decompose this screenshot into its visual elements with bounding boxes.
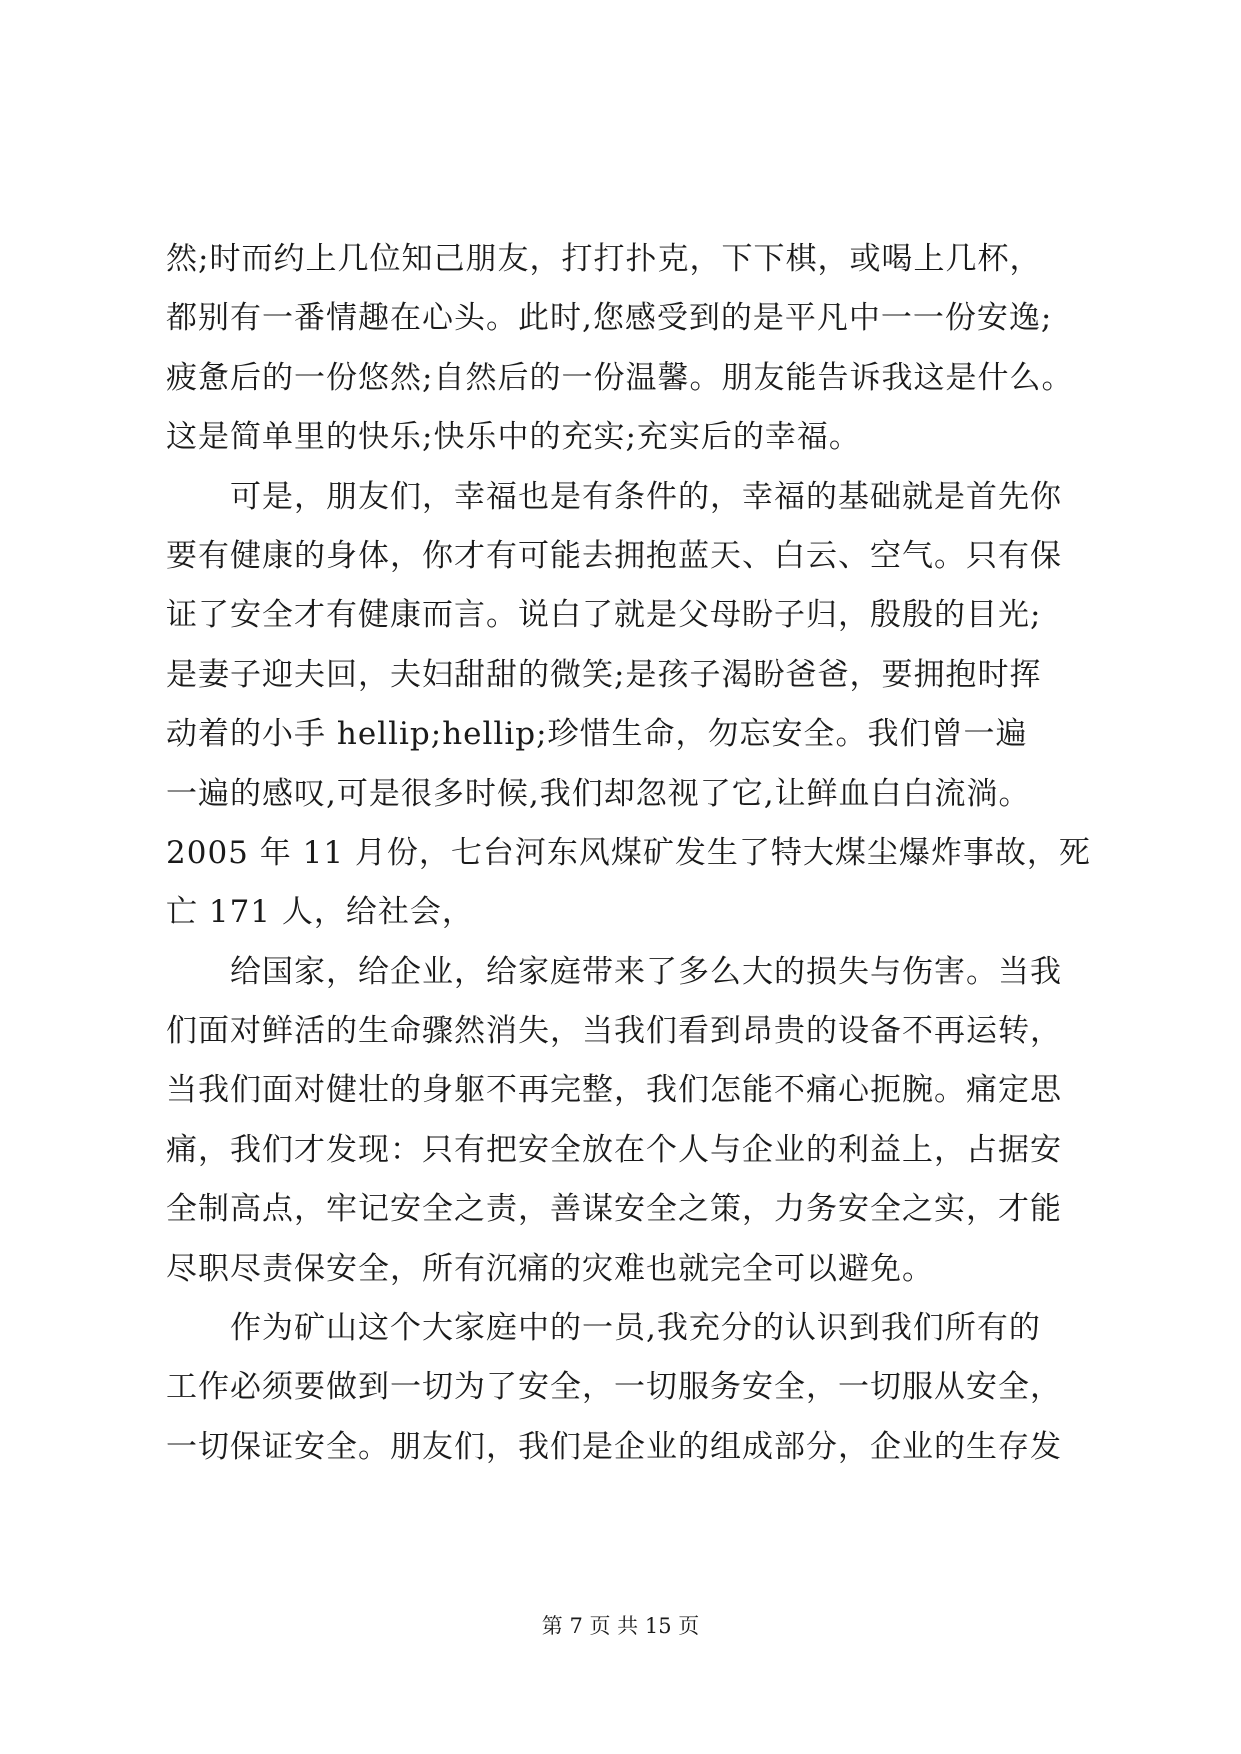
text-line: 2005 年 11 月份，七台河东风煤矿发生了特大煤尘爆炸事故，死 bbox=[166, 834, 1091, 871]
text-line: 一遍的感叹,可是很多时候,我们却忽视了它,让鲜血白白流淌。 bbox=[166, 775, 1031, 812]
text-line: 亡 171 人，给社会， bbox=[166, 894, 474, 931]
text-line: 证了安全才有健康而言。说白了就是父母盼子归，殷殷的目光; bbox=[166, 597, 1042, 634]
text-line: 痛，我们才发现：只有把安全放在个人与企业的利益上，占据安 bbox=[166, 1131, 1062, 1168]
text-line: 都别有一番情趣在心头。此时,您感受到的是平凡中一一份安逸; bbox=[166, 300, 1053, 337]
text-line: 给国家，给企业，给家庭带来了多么大的损失与伤害。当我 bbox=[230, 953, 1062, 990]
text-line: 然;时而约上几位知己朋友，打打扑克，下下棋，或喝上几杯， bbox=[166, 241, 1042, 277]
text-line: 疲惫后的一份悠然;自然后的一份温馨。朋友能告诉我这是什么。 bbox=[166, 359, 1074, 396]
text-line: 是妻子迎夫回，夫妇甜甜的微笑;是孩子渴盼爸爸，要拥抱时挥 bbox=[166, 656, 1042, 693]
text-line: 可是，朋友们，幸福也是有条件的，幸福的基础就是首先你 bbox=[230, 478, 1062, 515]
text-line: 尽职尽责保安全，所有沉痛的灾难也就完全可以避免。 bbox=[166, 1250, 934, 1287]
text-line: 要有健康的身体，你才有可能去拥抱蓝天、白云、空气。只有保 bbox=[166, 537, 1062, 574]
text-line: 一切保证安全。朋友们，我们是企业的组成部分，企业的生存发 bbox=[166, 1428, 1062, 1465]
text-line: 们面对鲜活的生命骤然消失，当我们看到昂贵的设备不再运转， bbox=[166, 1013, 1062, 1050]
text-line: 全制高点，牢记安全之责，善谋安全之策，力务安全之实，才能 bbox=[166, 1191, 1062, 1228]
text-line: 当我们面对健壮的身躯不再完整，我们怎能不痛心扼腕。痛定思 bbox=[166, 1072, 1062, 1109]
text-line: 动着的小手 hellip;hellip;珍惜生命，勿忘安全。我们曾一遍 bbox=[166, 716, 1028, 753]
document-body bbox=[166, 230, 1091, 1477]
text-line: 这是简单里的快乐;快乐中的充实;充实后的幸福。 bbox=[166, 419, 861, 456]
text-line: 作为矿山这个大家庭中的一员,我充分的认识到我们所有的 bbox=[230, 1310, 1041, 1347]
text-line: 工作必须要做到一切为了安全，一切服务安全，一切服从安全， bbox=[166, 1369, 1062, 1406]
page-number-footer: 第 7 页 共 15 页 bbox=[541, 1614, 700, 1638]
